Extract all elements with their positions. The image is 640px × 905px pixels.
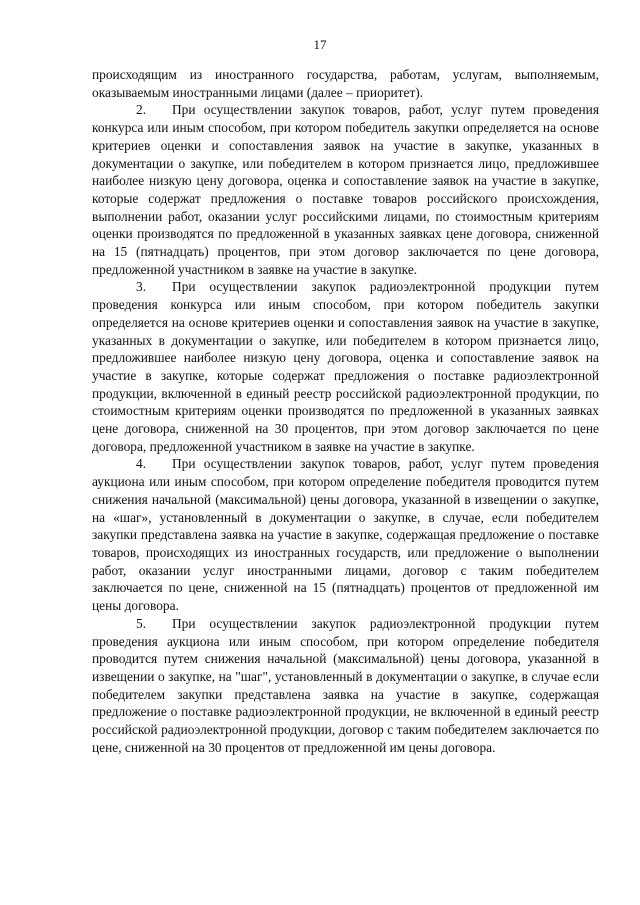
paragraph-number: 3.	[136, 279, 147, 295]
paragraph-number: 5.	[136, 615, 147, 631]
paragraph-item-2	[92, 101, 599, 278]
paragraph-text: При осуществлении закупок товаров, работ, услуг путем проведения аукциона или иным способом, при котором определение победителя проводится путем снижения начальной (максимальной) цены договора, указанной в извещении о закупке, на «шаг», установленный в документации о закупке, в случае, если победителем закупки представлена заявка на участие в закупке, содержащая предложение о поставке товаров, происходящих из иностранных государств, или предложение о выполнении работ, оказании услуг иностранными лицами, договор с таким победителем заключается по цене, сниженной на 15 (пятнадцать) процентов от предложенной им цены договора.	[92, 456, 599, 614]
paragraph-item-5	[92, 615, 599, 757]
paragraph-number: 4.	[136, 456, 147, 472]
paragraph-text: происходящим из иностранного государства, работам, услугам, выполняемым, оказываемым иностранными лицами (далее – приоритет).	[92, 67, 599, 100]
paragraph-continuation	[92, 66, 599, 101]
paragraph-item-3	[92, 278, 599, 455]
paragraph-text: При осуществлении закупок радиоэлектронной продукции путем проведения конкурса или иным способом, при котором победитель закупки определяется на основе критериев оценки и сопоставления заявок на участие в закупке, указанных в документации о закупке, или победителем в котором признается лицо, предложившее наиболее низкую цену договора, оценка и сопоставление заявок на участие в закупке, которые содержат предложения о поставке радиоэлектронной продукции, включенной в единый реестр российской радиоэлектронной продукции, по стоимостным критериям оценки производятся по предложенной в указанных заявках цене договора, сниженной на 30 процентов, при этом договор заключается по цене договора, предложенной участником в заявке на участие в закупке.	[92, 279, 599, 454]
paragraph-number: 2.	[136, 102, 147, 118]
paragraph-text: При осуществлении закупок товаров, работ, услуг путем проведения конкурса или иным способом, при котором победитель закупки определяется на основе критериев оценки и сопоставления заявок на участие в закупке, указанных в документации о закупке, или победителем в котором признается лицо, предложившее наиболее низкую цену договора, оценка и сопоставление заявок на участие в закупке, которые содержат предложения о поставке товаров российского происхождения, выполнении работ, оказании услуг российскими лицами, по стоимостным критериям оценки производятся по предложенной в указанных заявках цене договора, сниженной на 15 (пятнадцать) процентов, при этом договор заключается по цене договора, предложенной участником в заявке на участие в закупке.	[92, 102, 599, 277]
paragraph-text: При осуществлении закупок радиоэлектронной продукции путем проведения аукциона или иным способом, при котором определение победителя проводится путем снижения начальной (максимальной) цены договора, указанной в извещении о закупке, на "шаг", установленный в документации о закупке, в случае если победителем закупки представлена заявка на участие в закупке, содержащая предложение о поставке радиоэлектронной продукции, не включенной в единый реестр российской радиоэлектронной продукции, договор с таким победителем заключается по цене, сниженной на 30 процентов от предложенной им цены договора.	[92, 615, 599, 755]
page-number: 17	[313, 37, 327, 52]
document-body	[92, 66, 599, 756]
paragraph-item-4	[92, 455, 599, 614]
